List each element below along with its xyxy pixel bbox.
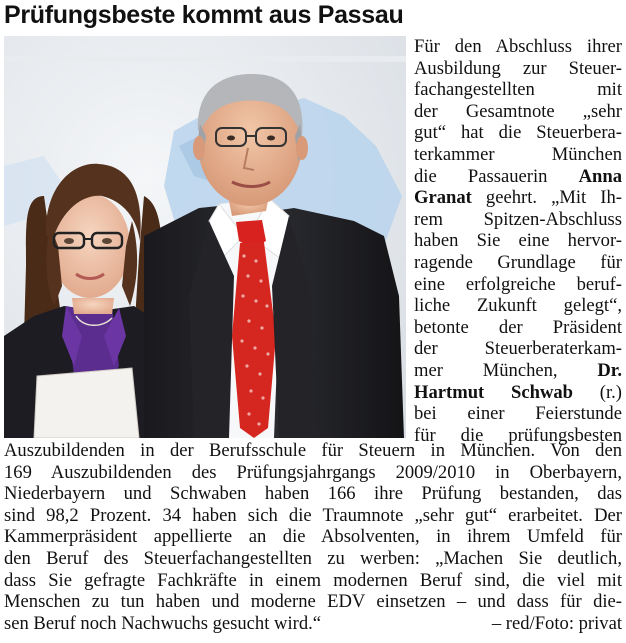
- article-last-line: sen Beruf noch Nachwuchs gesucht wird.“: [4, 612, 322, 634]
- photo-award-ceremony: [4, 36, 406, 438]
- article-line: sind 98,2 Prozent. 34 haben sich die Traumnote „sehr gut“ erarbeitet. Der: [4, 504, 622, 526]
- text-run: Ausbildung zur Steuer-: [414, 57, 622, 79]
- side-column-line: [414, 317, 622, 339]
- article-line: Kammerpräsident appellierte an die Absolventen, in ihrem Umfeld für: [4, 526, 622, 548]
- side-column-line: [414, 230, 622, 252]
- text-run: der Steuerberaterkam-: [414, 338, 622, 360]
- side-column-line: [414, 274, 622, 296]
- article-line: dass Sie gefragte Fachkräfte in einem modernen Beruf sind, die viel mit: [4, 569, 622, 591]
- final-line-with-credit: [4, 613, 622, 635]
- bold-name: Granat: [414, 187, 472, 209]
- side-column-line: [414, 187, 622, 209]
- text-run: ragende Grundlage für: [414, 251, 622, 273]
- side-column-line: [414, 101, 622, 123]
- text-run: geehrt. „Mit Ih-: [471, 187, 622, 209]
- side-column-line: [414, 295, 622, 317]
- text-run: für die prüfungsbesten: [414, 424, 622, 446]
- bold-name: Dr.: [597, 359, 622, 381]
- text-run: (r.): [573, 381, 622, 403]
- article-line: Menschen zu tun haben und moderne EDV einsetzen – und dass für die-: [4, 591, 622, 613]
- side-column-line: [414, 338, 622, 360]
- side-column-line: [414, 382, 622, 404]
- bold-name: Anna: [578, 165, 622, 187]
- article-line: Niederbayern und Schwaben haben 166 ihre Prüfung bestanden, das: [4, 483, 622, 505]
- photo-credit: – red/Foto: privat: [491, 612, 622, 634]
- article-line: 169 Auszubildenden des Prüfungsjahrgangs 2009/2010 in Oberbayern,: [4, 461, 622, 483]
- text-run: gut“ hat die Steuerbera-: [414, 122, 622, 144]
- article-full-width-text: [4, 440, 622, 634]
- article-line: Auszubildenden in der Berufsschule für Steuern in München. Von den: [4, 440, 622, 461]
- text-run: mer München,: [414, 359, 598, 381]
- text-run: betonte der Präsident: [414, 316, 622, 338]
- text-run: rem Spitzen-Abschluss: [414, 208, 622, 230]
- headline: Prüfungsbeste kommt aus Passau: [4, 1, 404, 29]
- side-column-line: [414, 209, 622, 231]
- side-column-line: [414, 79, 622, 101]
- side-column-line: [414, 58, 622, 80]
- text-run: bei einer Feierstunde: [414, 403, 622, 425]
- side-column-line: [414, 122, 622, 144]
- text-run: eine erfolgreiche beruf-: [414, 273, 622, 295]
- text-run: terkammer München: [414, 143, 622, 165]
- text-run: der Gesamtnote „sehr: [414, 100, 622, 122]
- text-run: haben Sie eine hervor-: [414, 230, 622, 252]
- side-column-line: [414, 360, 622, 382]
- text-run: liche Zukunft gelegt“,: [414, 295, 622, 317]
- side-column-line: [414, 36, 622, 58]
- side-column-line: [414, 166, 622, 188]
- text-run: die Passauerin: [414, 165, 579, 187]
- side-column-line: [414, 252, 622, 274]
- text-run: fachangestellten mit: [414, 79, 622, 101]
- article-side-column: [414, 36, 622, 446]
- side-column-line: [414, 403, 622, 425]
- article-line: den Beruf des Steuerfachangestellten zu werben: „Machen Sie deutlich,: [4, 547, 622, 569]
- text-run: Für den Abschluss ihrer: [414, 36, 622, 57]
- side-column-line: [414, 144, 622, 166]
- bold-name: Hartmut Schwab: [414, 381, 574, 403]
